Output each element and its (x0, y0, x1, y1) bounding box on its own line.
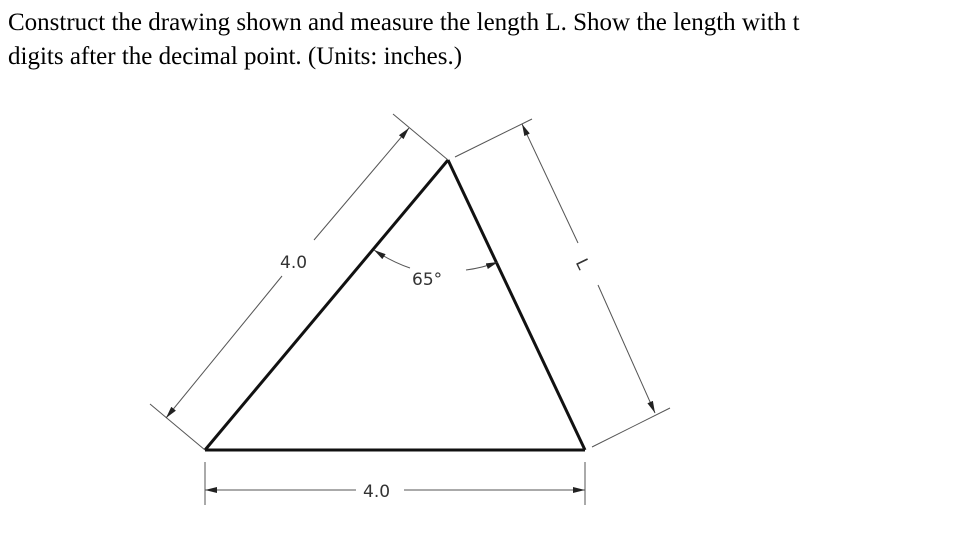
right-dimension-line-lower (598, 285, 655, 413)
unknown-length-label: L (570, 255, 594, 273)
triangle-right-side (448, 160, 585, 450)
left-side-dimension (150, 114, 448, 450)
angle-arc-right (466, 262, 498, 270)
angle-label: 65° (412, 270, 443, 290)
right-extension-line-top (455, 119, 532, 157)
triangle (205, 160, 585, 450)
base-label: 4.0 (363, 482, 391, 502)
problem-line-2: digits after the decimal point. (Units: inches.) (8, 43, 463, 70)
left-dimension-line-lower (166, 276, 282, 418)
right-dimension-line-upper (522, 124, 578, 243)
left-extension-line-bottom (150, 404, 205, 450)
triangle-left-side (205, 160, 448, 450)
base-dimension (205, 462, 585, 505)
right-side-dimension (455, 119, 670, 447)
angle-arc-left (374, 250, 410, 268)
problem-line-1: Construct the drawing shown and measure the length L. Show the length with t (8, 9, 800, 36)
right-extension-line-bottom (592, 408, 670, 447)
angle-dimension (374, 250, 498, 290)
left-side-label: 4.0 (280, 253, 308, 273)
